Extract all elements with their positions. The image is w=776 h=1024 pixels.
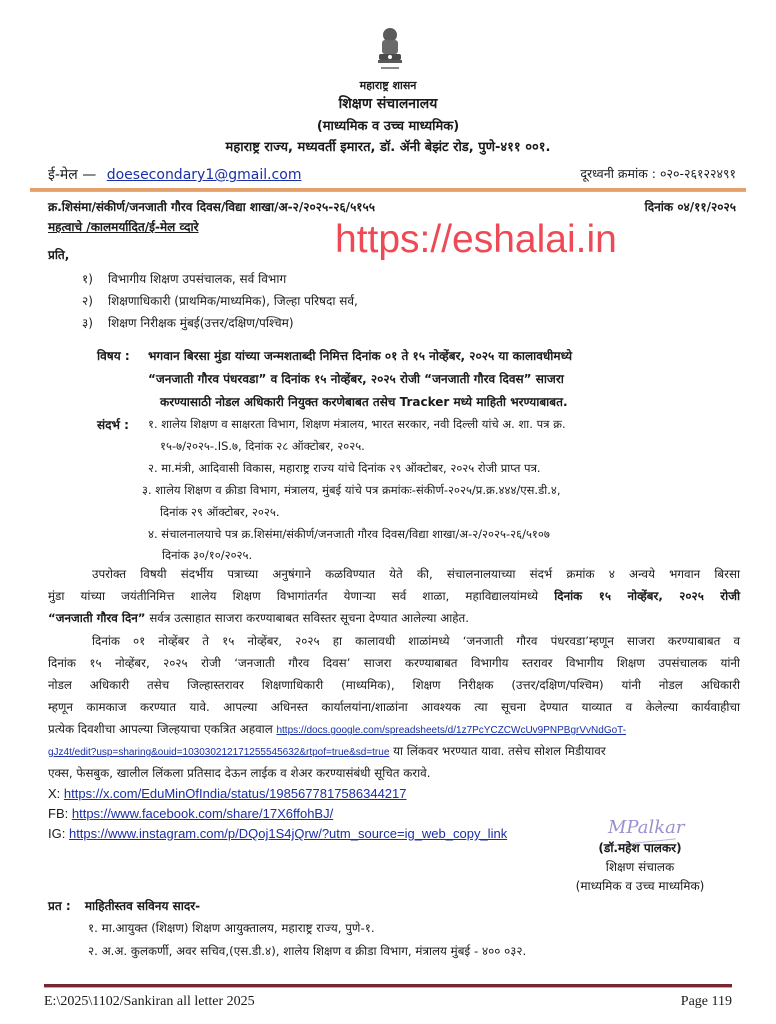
handwritten-signature: MPalkar <box>608 817 685 838</box>
body-paragraph-2-line: दिनांक ०१ नोव्हेंबर ते १५ नोव्हेंबर, २०२५ हा कालावधी शाळांमध्ये ‘जनजाती गौरव पंधरवडा’म्हणून साजरा करण्याबाबत व <box>92 634 740 648</box>
recipient-item: ३) शिक्षण निरीक्षक मुंबई(उत्तर/दक्षिण/पश्चिम) <box>82 316 294 330</box>
social-link-ig: IG: https://www.instagram.com/p/DQoj1S4jQrw/?utm_source=ig_web_copy_link <box>48 826 508 841</box>
office-division: (माध्यमिक व उच्च माध्यमिक) <box>316 119 460 134</box>
body-paragraph-2-line: एक्स, फेसबुक, खालील लिंकला प्रतिसाद देऊन लाईक व शेअर करण्यासंबंधी सूचित करावे. <box>48 766 431 780</box>
office-name: शिक्षण संचालनालय <box>338 96 438 112</box>
subject-line: भगवान बिरसा मुंडा यांच्या जन्मशताब्दी निमित्त दिनांक ०१ ते १५ नोव्हेंबर, २०२५ या कालावधीमध्ये <box>148 349 573 363</box>
facebook-post-link[interactable]: https://www.facebook.com/share/17X6ffohBJ/ <box>71 806 334 821</box>
footer-page-number: Page 119 <box>680 994 732 1009</box>
recipient-item: १) विभागीय शिक्षण उपसंचालक, सर्व विभाग <box>82 272 287 286</box>
tracker-sheet-link[interactable]: https://docs.google.com/spreadsheets/d/1z7PcYCZCWcUv9PNPBgrVvNdGoT- <box>276 725 627 736</box>
recipients-label: प्रति, <box>48 248 70 262</box>
watermark-url: https://eshalai.in <box>335 218 617 261</box>
signatory-department: (माध्यमिक व उच्च माध्यमिक) <box>575 879 705 893</box>
social-link-fb: FB: https://www.facebook.com/share/17X6ffohBJ/ <box>48 806 334 821</box>
reference-item-cont: दिनांक ३०/१०/२०२५. <box>162 548 253 562</box>
reference-item: १. शालेय शिक्षण व साक्षरता विभाग, शिक्षण मंत्रालय, भारत सरकार, नवी दिल्ली यांचे अ. शा. पत्र क्र. <box>148 417 566 431</box>
copy-item: २. अ.अ. कुलकर्णी, अवर सचिव,(एस.डी.४), शालेय शिक्षण व क्रीडा विभाग, मंत्रालय मुंबई - ४०० ०३२. <box>88 944 527 958</box>
body-paragraph-2-line: दिनांक १५ नोव्हेंबर, २०२५ रोजी ‘जनजाती गौरव दिवस’ साजरा करण्याबाबत विभागीय स्तरावर विभागीय शिक्षण उपसंचालक यांनी <box>48 656 740 670</box>
email-link[interactable]: doesecondary1@gmail.com <box>106 167 302 183</box>
reference-item-cont: १५-७/२०२५-.IS.७, दिनांक २८ ऑक्टोबर, २०२५. <box>160 439 365 453</box>
footer-divider-shade <box>44 987 732 988</box>
letter-date: दिनांक ०४/११/२०२५ <box>644 200 736 214</box>
x-post-link[interactable]: https://x.com/EduMinOfIndia/status/1985677817586344217 <box>63 786 407 801</box>
signatory-name: (डॉ.महेश पालकर) <box>598 841 682 855</box>
subject-label: विषय : <box>97 349 130 363</box>
body-paragraph-1-line: “जनजाती गौरव दिन” सर्वत्र उत्साहात साजरा करण्याबाबत सविस्तर सूचना देण्यात आलेल्या आहेत. <box>48 611 469 625</box>
body-paragraph-1-line: मुंडा यांच्या जयंतीनिमित्त शालेय शिक्षण विभागांतर्गत येणाऱ्या सर्व शाळा, महाविद्यालयांमध्ये दिनांक १५ नोव्हेंबर, २०२५ रोजी <box>48 589 741 603</box>
subject-line: करण्यासाठी नोडल अधिकारी नियुक्त करणेबाबत तसेच Tracker मध्ये माहिती भरण्याबाबत. <box>160 395 568 409</box>
body-paragraph-2-line: gJz4t/edit?usp=sharing&ouid=103030212171255545632&rtpof=true&sd=true या लिंकवर भरण्यात यावा. तसेच सोशल मिडीयावर <box>48 744 606 758</box>
body-paragraph-2-line: नोडल अधिकारी तसेच जिल्हास्तरावर शिक्षणाधिकारी (माध्यमिक), शिक्षण निरीक्षक (उत्तर/दक्षिण/पश्चिम) यांनी नोडल अधिकारी <box>48 678 740 692</box>
email-row <box>48 165 301 184</box>
instagram-post-link[interactable]: https://www.instagram.com/p/DQoj1S4jQrw/?utm_source=ig_web_copy_link <box>68 826 508 841</box>
subject-line: “जनजाती गौरव पंधरवडा” व दिनांक १५ नोव्हेंबर, २०२५ रोजी “जनजाती गौरव दिवस” साजरा <box>148 372 564 386</box>
footer-file-path: E:\2025\1102/Sankiran all letter 2025 <box>44 994 255 1009</box>
reference-item: ४. संचालनालयाचे पत्र क्र.शिसंमा/संकीर्ण/जनजाती गौरव दिवस/विद्या शाखा/अ-२/२०२५-२६/५१०७ <box>148 527 550 541</box>
header-divider-shade <box>30 191 746 192</box>
reference-item: २. मा.मंत्री, आदिवासी विकास, महाराष्ट्र राज्य यांचे दिनांक २९ ऑक्टोबर, २०२५ रोजी प्राप्त पत्र. <box>148 461 541 475</box>
tracker-sheet-link-cont[interactable]: gJz4t/edit?usp=sharing&ouid=103030212171255545632&rtpof=true&sd=true <box>48 747 390 758</box>
copy-heading: प्रत : माहितीस्तव सविनय सादर- <box>48 899 201 913</box>
body-paragraph-2-line: म्हणून कामकाज करण्यात यावे. आपल्या अधिनस्त कार्यालयांना/शाळांना आवश्यक त्या सूचना देण्यात याव्यात व केलेल्या कार्यवाहीचा <box>48 700 740 714</box>
recipient-item: २) शिक्षणाधिकारी (प्राथमिक/माध्यमिक), जिल्हा परिषदा सर्व, <box>82 294 358 308</box>
social-link-x: X: https://x.com/EduMinOfIndia/status/1985677817586344217 <box>48 786 407 801</box>
body-paragraph-1-line: उपरोक्त विषयी संदर्भीय पत्राच्या अनुषंगाने कळविण्यात येते की, संचालनालयाच्या संदर्भ क्रमांक ४ अन्वये भगवान बिरसा <box>92 567 740 581</box>
reference-number: क्र.शिसंमा/संकीर्ण/जनजाती गौरव दिवस/विद्या शाखा/अ-२/२०२५-२६/५१५५ <box>48 200 376 214</box>
copy-item: १. मा.आयुक्त (शिक्षण) शिक्षण आयुक्तालय, महाराष्ट्र राज्य, पुणे-१. <box>88 921 375 935</box>
government-name: महाराष्ट्र शासन <box>359 79 417 92</box>
priority-note: महत्वाचे /कालमर्यादित/ई-मेल व्दारे <box>48 220 199 234</box>
reference-item: ३. शालेय शिक्षण व क्रीडा विभाग, मंत्रालय, मुंबई यांचे पत्र क्रमांकः-संकीर्ण-२०२५/प्र.क्र.४४४/एस.डी.४, <box>142 483 561 497</box>
references-label: संदर्भ : <box>97 418 129 432</box>
ashoka-emblem-icon <box>370 26 410 74</box>
signatory-title: शिक्षण संचालक <box>605 860 675 874</box>
office-address: महाराष्ट्र राज्य, मध्यवर्ती इमारत, डॉ. ॲनी बेझंट रोड, पुणे-४११ ००१. <box>225 140 551 155</box>
email-label: ई-मेल — <box>48 167 97 183</box>
phone-number: दूरध्वनी क्रमांक : ०२०-२६१२२४९१ <box>580 166 736 181</box>
reference-item-cont: दिनांक २९ ऑक्टोबर, २०२५. <box>160 505 280 519</box>
body-paragraph-2-line: प्रत्येक दिवशीचा आपल्या जिल्हयाचा एकत्रित अहवाल https://docs.google.com/spreadsheets/d/1z7PcYCZCWcUv9PNPBgrVvNdGoT- <box>48 722 627 736</box>
